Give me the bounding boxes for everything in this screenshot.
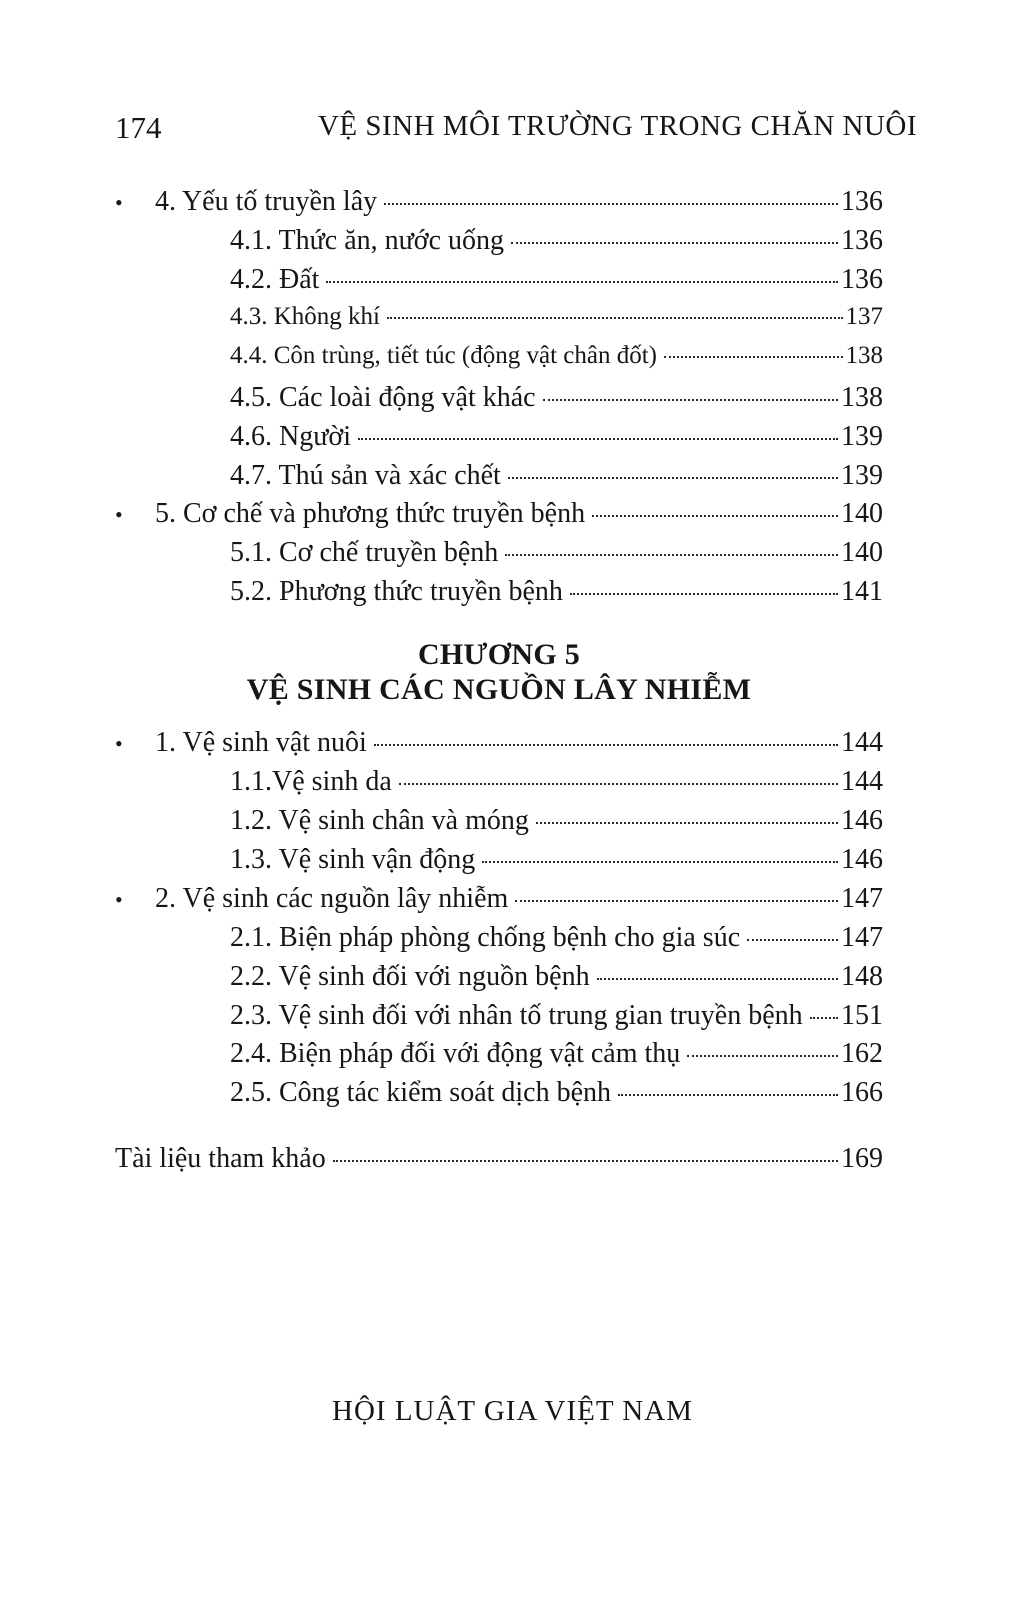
chapter-heading-line: CHƯƠNG 5	[417, 638, 581, 672]
toc-entry	[115, 186, 883, 218]
toc-entry	[115, 1000, 883, 1032]
toc-entry	[115, 1143, 883, 1175]
toc-entry-title: 4.3. Không khí	[230, 302, 380, 330]
toc-entry-title: 5.2. Phương thức truyền bệnh	[230, 576, 563, 608]
toc-entry-page: 136	[841, 186, 883, 217]
toc-entry-title: 2.1. Biện pháp phòng chống bệnh cho gia súc	[230, 921, 741, 953]
dot-leader	[384, 203, 838, 205]
toc-entry-page: 137	[845, 302, 883, 330]
dot-leader	[399, 783, 838, 785]
toc-entry-page: 144	[841, 727, 883, 759]
toc-entry	[115, 805, 883, 837]
toc-entry-title: 5.1. Cơ chế truyền bệnh	[230, 537, 499, 569]
toc-entry	[115, 883, 883, 915]
toc-entry-page: 147	[841, 921, 883, 953]
dot-leader	[687, 1055, 838, 1057]
toc-entry-page: 146	[841, 843, 883, 875]
dot-leader	[810, 1017, 838, 1019]
page-number: 174	[115, 110, 162, 145]
dot-leader	[508, 477, 838, 479]
toc-entry-title: 2. Vệ sinh các nguồn lây nhiễm	[155, 882, 509, 914]
toc-entry-title: 4.6. Người	[230, 420, 351, 452]
toc-entry	[115, 537, 883, 569]
dot-leader	[358, 438, 838, 440]
toc-entry-page: 138	[841, 381, 883, 413]
dot-leader	[482, 861, 838, 863]
toc-entry	[115, 576, 883, 608]
toc-entry	[115, 1077, 883, 1109]
dot-leader	[597, 978, 838, 980]
toc-entry	[115, 961, 883, 993]
toc-entry	[115, 498, 883, 530]
toc-entry	[115, 727, 883, 759]
dot-leader	[326, 281, 838, 283]
toc-entry	[115, 1038, 883, 1070]
toc-entry-page: 136	[841, 224, 883, 256]
page-header	[115, 110, 930, 150]
toc-entry-title: 2.5. Công tác kiểm soát dịch bệnh	[230, 1077, 612, 1109]
chapter-heading	[115, 638, 883, 707]
dot-leader	[387, 317, 843, 319]
toc-entry-page: 144	[841, 766, 883, 798]
toc-entry-page: 146	[841, 804, 883, 836]
toc-entry-page: 162	[841, 1038, 883, 1070]
toc-entry-title: 1. Vệ sinh vật nuôi	[155, 727, 367, 759]
dot-leader	[374, 744, 838, 746]
dot-leader	[747, 939, 838, 941]
toc-entry-page: 141	[841, 576, 883, 608]
toc-entry	[115, 844, 883, 876]
toc-entry-page: 139	[841, 420, 883, 452]
toc-entry-page: 151	[841, 999, 883, 1031]
toc-entry-page: 136	[841, 263, 883, 295]
dot-leader	[664, 356, 842, 358]
toc-entry-title: 4.5. Các loài động vật khác	[230, 381, 536, 413]
toc-entry-page: 140	[841, 498, 883, 530]
dot-leader	[536, 822, 838, 824]
toc-entry-page: 166	[841, 1077, 883, 1109]
toc-entry	[115, 342, 883, 371]
toc-entry-page: 139	[841, 459, 883, 491]
toc-entry	[115, 421, 883, 453]
toc-entry-title: 4.1. Thức ăn, nước uống	[230, 224, 505, 256]
running-head-title: VỆ SINH MÔI TRƯỜNG TRONG CHĂN NUÔI	[317, 110, 918, 142]
toc-entry-page: 148	[841, 960, 883, 992]
toc-entry-title: 2.4. Biện pháp đối với động vật cảm thụ	[230, 1038, 681, 1070]
dot-leader	[592, 515, 838, 517]
toc-entry-title: 4.7. Thú sản và xác chết	[230, 459, 501, 491]
dot-leader	[511, 242, 838, 244]
toc-entry-page: 138	[845, 342, 883, 370]
toc-entry-title: 4.4. Côn trùng, tiết túc (động vật chân đốt)	[230, 342, 658, 370]
dot-leader	[505, 554, 838, 556]
toc-entry	[115, 922, 883, 954]
toc-entry	[115, 382, 883, 414]
dot-leader	[333, 1160, 838, 1162]
toc-entry-title: Tài liệu tham khảo	[115, 1143, 326, 1175]
bullet-icon: •	[115, 190, 123, 215]
toc-entry-title: 1.2. Vệ sinh chân và móng	[230, 804, 529, 836]
toc-entry	[115, 766, 883, 798]
toc-entry-page: 140	[841, 537, 883, 569]
dot-leader	[618, 1094, 838, 1096]
dot-leader	[515, 900, 838, 902]
bullet-icon: •	[115, 731, 123, 757]
toc-entry	[115, 225, 883, 257]
page-footer: HỘI LUẬT GIA VIỆT NAM	[332, 1395, 693, 1427]
toc-entry-title: 1.3. Vệ sinh vận động	[230, 843, 476, 875]
chapter-heading-line: VỆ SINH CÁC NGUỒN LÂY NHIỄM	[246, 672, 752, 706]
toc-entry-title: 5. Cơ chế và phương thức truyền bệnh	[155, 498, 586, 530]
dot-leader	[570, 593, 838, 595]
toc-entry-title: 2.3. Vệ sinh đối với nhân tố trung gian truyền bệnh	[230, 999, 803, 1031]
bullet-icon: •	[115, 886, 123, 912]
toc-entry	[115, 264, 883, 296]
toc-entry-title: 2.2. Vệ sinh đối với nguồn bệnh	[230, 960, 590, 992]
toc	[115, 186, 883, 1182]
toc-entry-page: 147	[841, 882, 883, 914]
dot-leader	[543, 399, 838, 401]
toc-entry-title: 4.2. Đất	[230, 263, 320, 295]
toc-entry-title: 4. Yếu tố truyền lây	[155, 186, 378, 217]
bullet-icon: •	[115, 502, 123, 528]
toc-entry-title: 1.1.Vệ sinh da	[230, 766, 392, 798]
toc-entry-page: 169	[841, 1143, 883, 1175]
toc-entry	[115, 460, 883, 492]
toc-entry	[115, 303, 883, 332]
